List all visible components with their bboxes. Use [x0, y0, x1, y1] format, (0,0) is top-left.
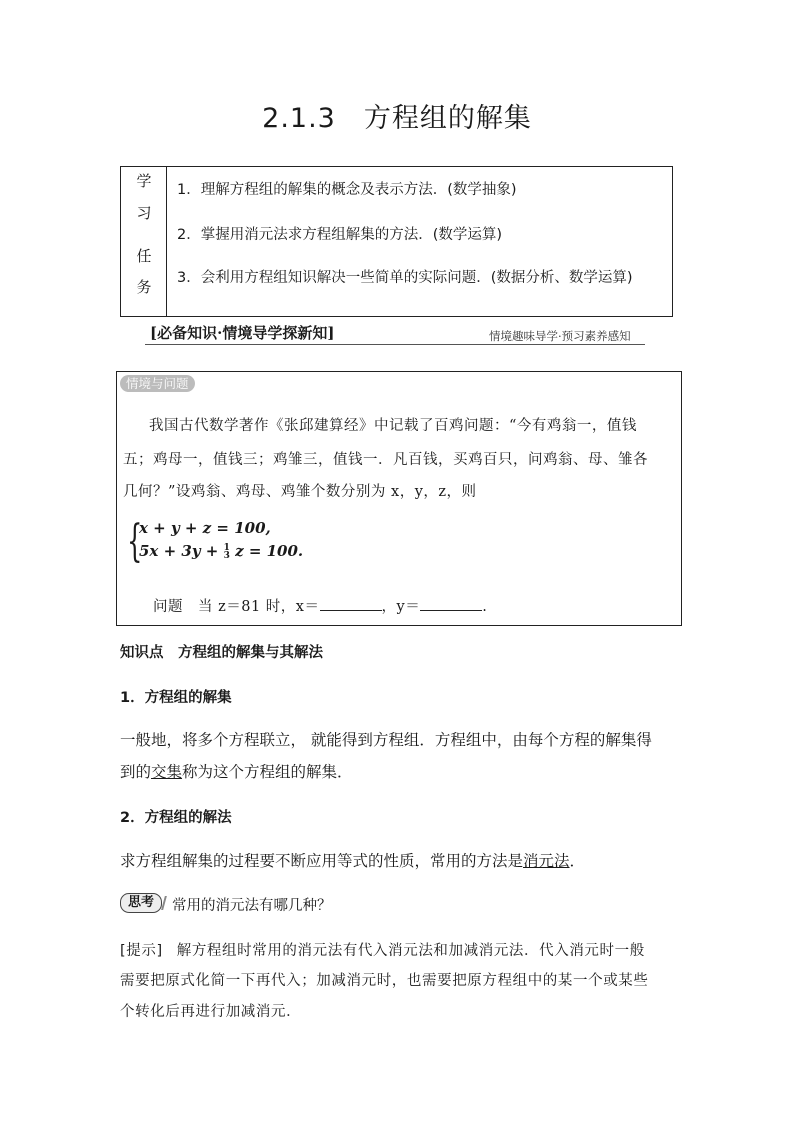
- hint-line-2: 需要把原式化简一下再代入；加减消元时，也需要把原方程组中的某一个或某些: [120, 973, 649, 989]
- task-item: 2．掌握用消元法求方程组解集的方法．(数学运算): [177, 227, 503, 243]
- x-answer-blank[interactable]: [320, 596, 382, 611]
- key-term-elimination: 消元法: [523, 852, 570, 870]
- section-number: 2.1.3: [262, 103, 336, 134]
- think-question: 常用的消元法有哪几种？: [172, 898, 332, 914]
- section-1-title: 1．方程组的解集: [120, 690, 232, 706]
- text-run: 求方程组解集的过程要不断应用等式的性质，常用的方法是: [120, 852, 524, 870]
- task-item: 1．理解方程组的解集的概念及表示方法．(数学抽象): [177, 182, 517, 198]
- section-title: 方程组的解集: [363, 103, 532, 134]
- y-answer-blank[interactable]: [420, 596, 482, 611]
- situation-box: [116, 371, 682, 626]
- learning-tasks-table: [120, 166, 673, 317]
- hint-text: 解方程组时常用的消元法有代入消元法和加减消元法．代入消元时一般: [176, 943, 645, 959]
- section-1-line-2: [120, 760, 353, 782]
- task-item: 3．会利用方程组知识解决一些简单的实际问题．(数据分析、数学运算): [177, 270, 633, 286]
- situation-line: 几何？”设鸡翁、鸡母、鸡雏个数分别为 x，y，z，则: [123, 484, 477, 500]
- question-line: [153, 595, 487, 616]
- key-term-intersection: 交集: [151, 763, 183, 781]
- text-run: 称为这个方程组的解集．: [182, 763, 353, 781]
- fraction-denominator: 3: [223, 551, 230, 561]
- text-run: 到的: [120, 763, 152, 781]
- side-char: 务: [136, 278, 152, 296]
- banner-heading: [必备知识·情境导学探新知]: [150, 324, 335, 342]
- equation-2: [139, 542, 303, 560]
- section-1-line-1: 一般地，将多个方程联立， 就能得到方程组．方程组中，由每个方程的解集得: [120, 731, 652, 749]
- equation-2-left: 5x + 3y +: [139, 542, 219, 560]
- situation-tag: 情境与问题: [120, 375, 195, 392]
- side-char: 学: [136, 172, 152, 190]
- side-char: 习: [136, 204, 152, 222]
- fraction-one-third: [224, 544, 230, 560]
- section-2-title: 2．方程组的解法: [120, 810, 232, 826]
- hint-line-1: [120, 939, 645, 960]
- situation-line: 我国古代数学著作《张邱建算经》中记载了百鸡问题：“今有鸡翁一，值钱: [149, 418, 637, 434]
- equation-1: x + y + z = 100,: [139, 519, 271, 537]
- question-end: .: [482, 599, 488, 615]
- question-prefix: 问题 当 z＝81 时，x＝: [153, 599, 320, 615]
- side-char: 任: [136, 247, 152, 265]
- page-title: [0, 96, 794, 135]
- question-mid: ，y＝: [381, 599, 421, 615]
- hint-line-3: 个转化后再进行加减消元．: [120, 1004, 302, 1020]
- text-run: ．: [569, 852, 586, 870]
- tasks-side-label: [121, 167, 167, 316]
- banner-divider: [145, 344, 645, 345]
- banner-subheading: 情境趣味导学·预习素养感知: [489, 329, 631, 343]
- knowledge-heading: 知识点 方程组的解集与其解法: [120, 645, 323, 661]
- section-2-line: [120, 849, 585, 871]
- equation-brace: {: [127, 516, 143, 567]
- fraction-numerator: 1: [223, 543, 230, 553]
- think-tag: 思考: [120, 893, 162, 913]
- situation-line: 五；鸡母一，值钱三；鸡雏三，值钱一．凡百钱，买鸡百只，问鸡翁、母、雏各: [123, 452, 648, 468]
- hint-label: [提示]: [120, 943, 163, 959]
- equation-2-right: z = 100.: [235, 542, 304, 560]
